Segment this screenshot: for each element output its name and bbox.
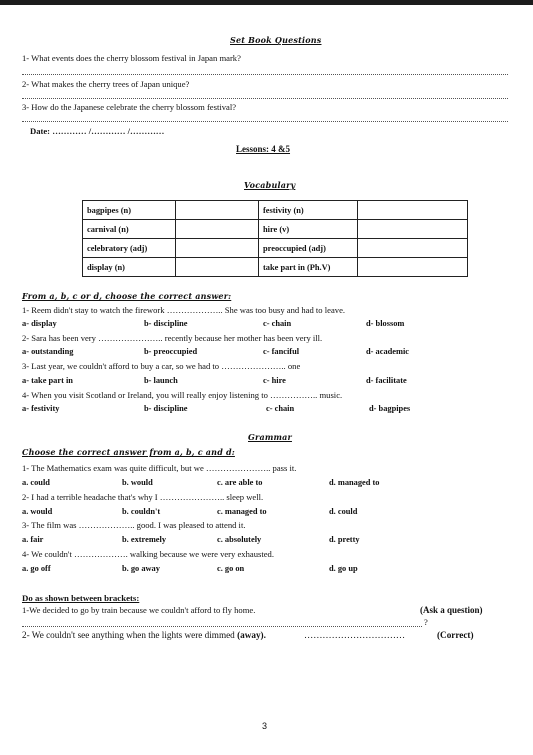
option-d: d. pretty (329, 535, 360, 544)
table-cell: take part in (Ph.V) (259, 258, 358, 277)
option-b: b. couldn't (122, 507, 161, 516)
lessons-title: Lessons: 4 &5 (236, 144, 291, 154)
option-a: a. fair (22, 535, 44, 544)
table-cell: celebratory (adj) (83, 239, 176, 258)
set-book-q1: 1- What events does the cherry blossom festival in Japan mark? (22, 53, 241, 63)
option-b: b. would (122, 478, 153, 487)
option-c: c. are able to (217, 478, 263, 487)
option-a: a- take part in (22, 376, 73, 385)
option-d: d- bagpipes (369, 404, 411, 413)
option-d: d- blossom (366, 319, 405, 328)
question-2-text: 2- We couldn't see anything when the lights were dimmed (22, 630, 238, 640)
table-row (83, 258, 468, 277)
option-d: d- facilitate (366, 376, 407, 385)
question-mark: ? (424, 617, 428, 627)
vocabulary-heading: Vocabulary (244, 180, 296, 190)
option-d: d. could (329, 507, 358, 516)
option-a: a- display (22, 319, 57, 328)
bracket-word: (away). (237, 630, 266, 640)
mcq-question-2: 2- Sara has been very ………………….. recently because her mother has been very ill. (22, 333, 323, 343)
option-b: b- discipline (144, 404, 188, 413)
table-row (83, 220, 468, 239)
option-c: c- chain (263, 319, 292, 328)
option-c: c. absolutely (217, 535, 262, 544)
mcq-question-1: 1- Reem didn't stay to watch the firework ……………….. She was too busy and had to leave. (22, 305, 346, 315)
correct-tag: (Correct) (437, 630, 474, 640)
option-a: a- outstanding (22, 347, 74, 356)
option-b: b- launch (144, 376, 178, 385)
answer-line-4 (22, 626, 422, 627)
brackets-heading: Do as shown between brackets: (22, 593, 140, 603)
vocabulary-table (82, 200, 468, 277)
option-c: c- chain (266, 404, 295, 413)
table-cell (358, 258, 468, 277)
option-d: d- academic (366, 347, 410, 356)
answer-dots: …………………………… (304, 630, 406, 640)
answer-line-3 (22, 121, 508, 122)
option-d: d. managed to (329, 478, 380, 487)
option-c: c. go on (217, 564, 245, 573)
option-c: c- fanciful (263, 347, 300, 356)
option-d: d. go up (329, 564, 358, 573)
mcq-question-3: 3- Last year, we couldn't afford to buy a car, so we had to ………………….. one (22, 361, 301, 371)
table-cell: festivity (n) (259, 201, 358, 220)
date-line: Date: ………… /………… /………… (30, 126, 165, 136)
grammar-question-3: 3- The film was ……………….. good. I was pleased to attend it. (22, 520, 246, 530)
mcq-question-4: 4- When you visit Scotland or Ireland, you will really enjoy listening to …………….. music. (22, 390, 343, 400)
option-c: c- hire (263, 376, 286, 385)
table-cell: bagpipes (n) (83, 201, 176, 220)
option-a: a. would (22, 507, 53, 516)
option-b: b- preoccupied (144, 347, 198, 356)
page-number: 3 (262, 721, 268, 731)
option-b: b. go away (122, 564, 160, 573)
table-row (83, 201, 468, 220)
option-a: a. could (22, 478, 50, 487)
brackets-question-2 (22, 630, 266, 640)
grammar-question-2: 2- I had a terrible headache that's why I ………………….. sleep well. (22, 492, 264, 502)
table-cell (358, 220, 468, 239)
option-a: a- festivity (22, 404, 60, 413)
table-cell (358, 239, 468, 258)
table-cell (176, 201, 259, 220)
option-c: c. managed to (217, 507, 267, 516)
option-b: b- discipline (144, 319, 188, 328)
table-cell: display (n) (83, 258, 176, 277)
answer-line-2 (22, 98, 508, 99)
grammar-heading: Grammar (248, 432, 292, 442)
grammar-subheading: Choose the correct answer from a, b, c and d: (22, 447, 235, 457)
answer-line-1 (22, 74, 508, 75)
set-book-q3: 3- How do the Japanese celebrate the cherry blossom festival? (22, 102, 237, 112)
table-cell (176, 239, 259, 258)
table-cell (176, 258, 259, 277)
table-row (83, 239, 468, 258)
table-cell (358, 201, 468, 220)
table-cell: preoccupied (adj) (259, 239, 358, 258)
brackets-question-1: 1-We decided to go by train because we couldn't afford to fly home. (22, 605, 256, 615)
set-book-q2: 2- What makes the cherry trees of Japan unique? (22, 79, 190, 89)
table-cell (176, 220, 259, 239)
ask-question-tag: (Ask a question) (420, 605, 483, 615)
mcq-heading: From a, b, c or d, choose the correct answer: (22, 291, 232, 301)
grammar-question-4: 4- We couldn't ………………. walking because we were very exhausted. (22, 549, 274, 559)
set-book-heading: Set Book Questions (230, 35, 322, 45)
grammar-question-1: 1- The Mathematics exam was quite difficult, but we ………………….. pass it. (22, 463, 297, 473)
option-a: a. go off (22, 564, 51, 573)
table-cell: carnival (n) (83, 220, 176, 239)
table-cell: hire (v) (259, 220, 358, 239)
option-b: b. extremely (122, 535, 167, 544)
